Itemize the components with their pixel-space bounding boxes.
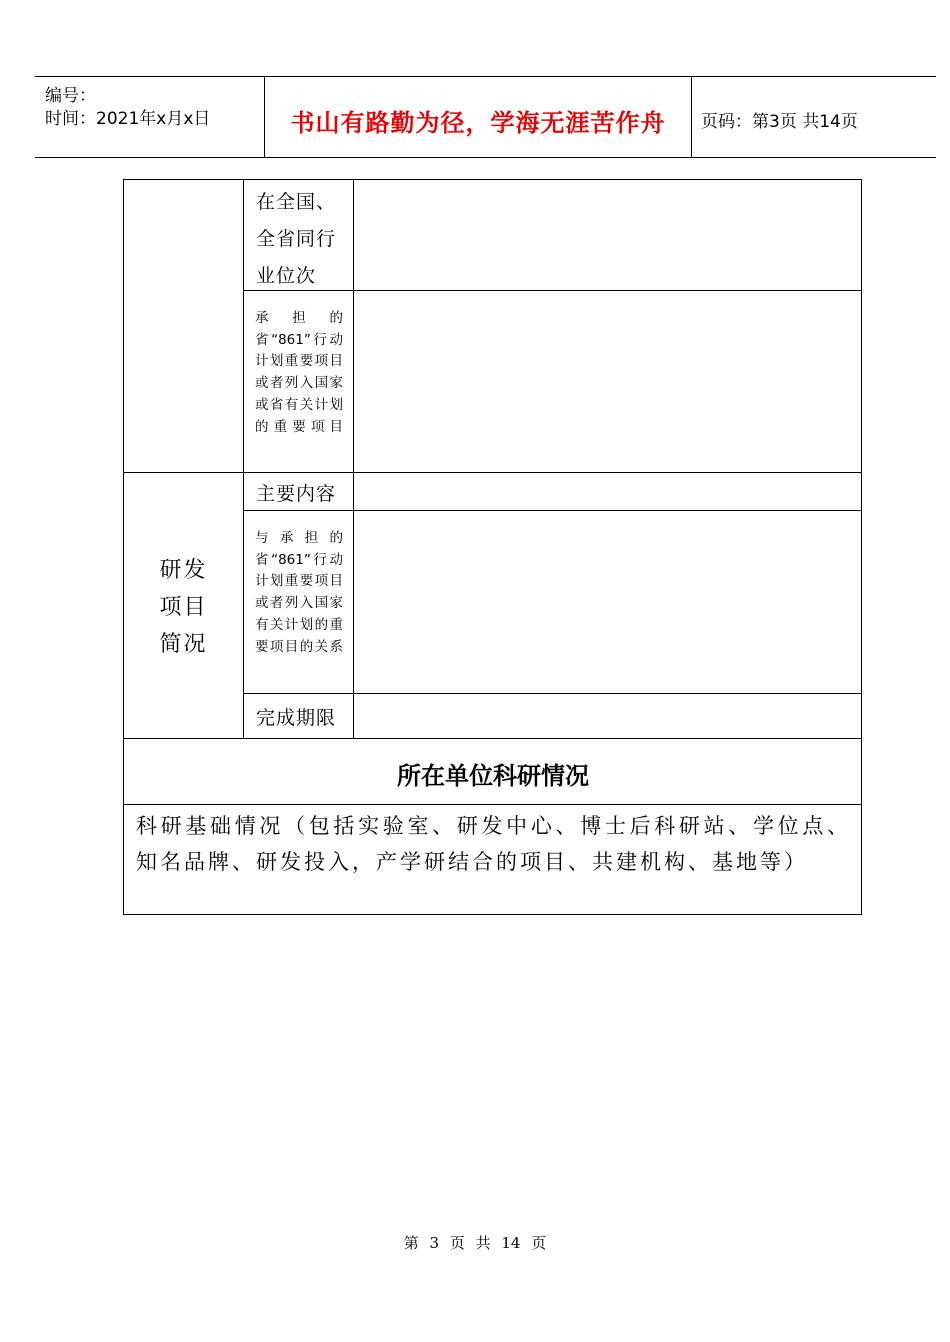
deadline-value-cell[interactable] bbox=[354, 694, 862, 738]
section-title: 所在单位科研情况 bbox=[397, 762, 589, 790]
header-motto: 书山有路勤为径，学海无涯苦作舟 bbox=[290, 108, 666, 137]
document-time-label: 时间：2021年x月x日 bbox=[45, 109, 211, 129]
rd-project-group-label: 研发 项目 简况 bbox=[159, 558, 208, 657]
row-divider-5 bbox=[124, 738, 862, 739]
project-label: 承担的省“861”行动计划重要项目或者列入国家或省有关计划的重要项目 bbox=[255, 310, 343, 435]
header-page-info: 页码：第3页 共14页 bbox=[701, 112, 858, 132]
relation-value-cell[interactable] bbox=[354, 511, 862, 693]
rank-label: 在全国、 全省同行 业位次 bbox=[256, 191, 337, 287]
row-divider-6 bbox=[124, 804, 862, 805]
header-motto-cell bbox=[264, 77, 692, 157]
deadline-label: 完成期限 bbox=[256, 707, 337, 729]
page-footer: 第 3 页 共 14 页 bbox=[403, 1234, 547, 1252]
main-content-label: 主要内容 bbox=[256, 483, 337, 505]
form-table bbox=[123, 179, 862, 915]
project-value-cell[interactable] bbox=[354, 291, 862, 472]
main-content-value-cell[interactable] bbox=[354, 473, 862, 510]
page-header bbox=[35, 76, 936, 158]
document-number-label: 编号： bbox=[45, 86, 96, 106]
rank-value-cell[interactable] bbox=[354, 180, 862, 290]
research-basis-text: 科研基础情况（包括实验室、研发中心、博士后科研站、学位点、知名品牌、研发投入，产学研结合的项目、共建机构、基地等） bbox=[136, 814, 851, 874]
relation-label: 与承担的省“861”行动计划重要项目或者列入国家有关计划的重要项目的关系 bbox=[255, 530, 343, 655]
col-divider-1 bbox=[243, 180, 244, 738]
header-meta-cell bbox=[35, 77, 264, 157]
header-page-cell bbox=[691, 77, 936, 157]
